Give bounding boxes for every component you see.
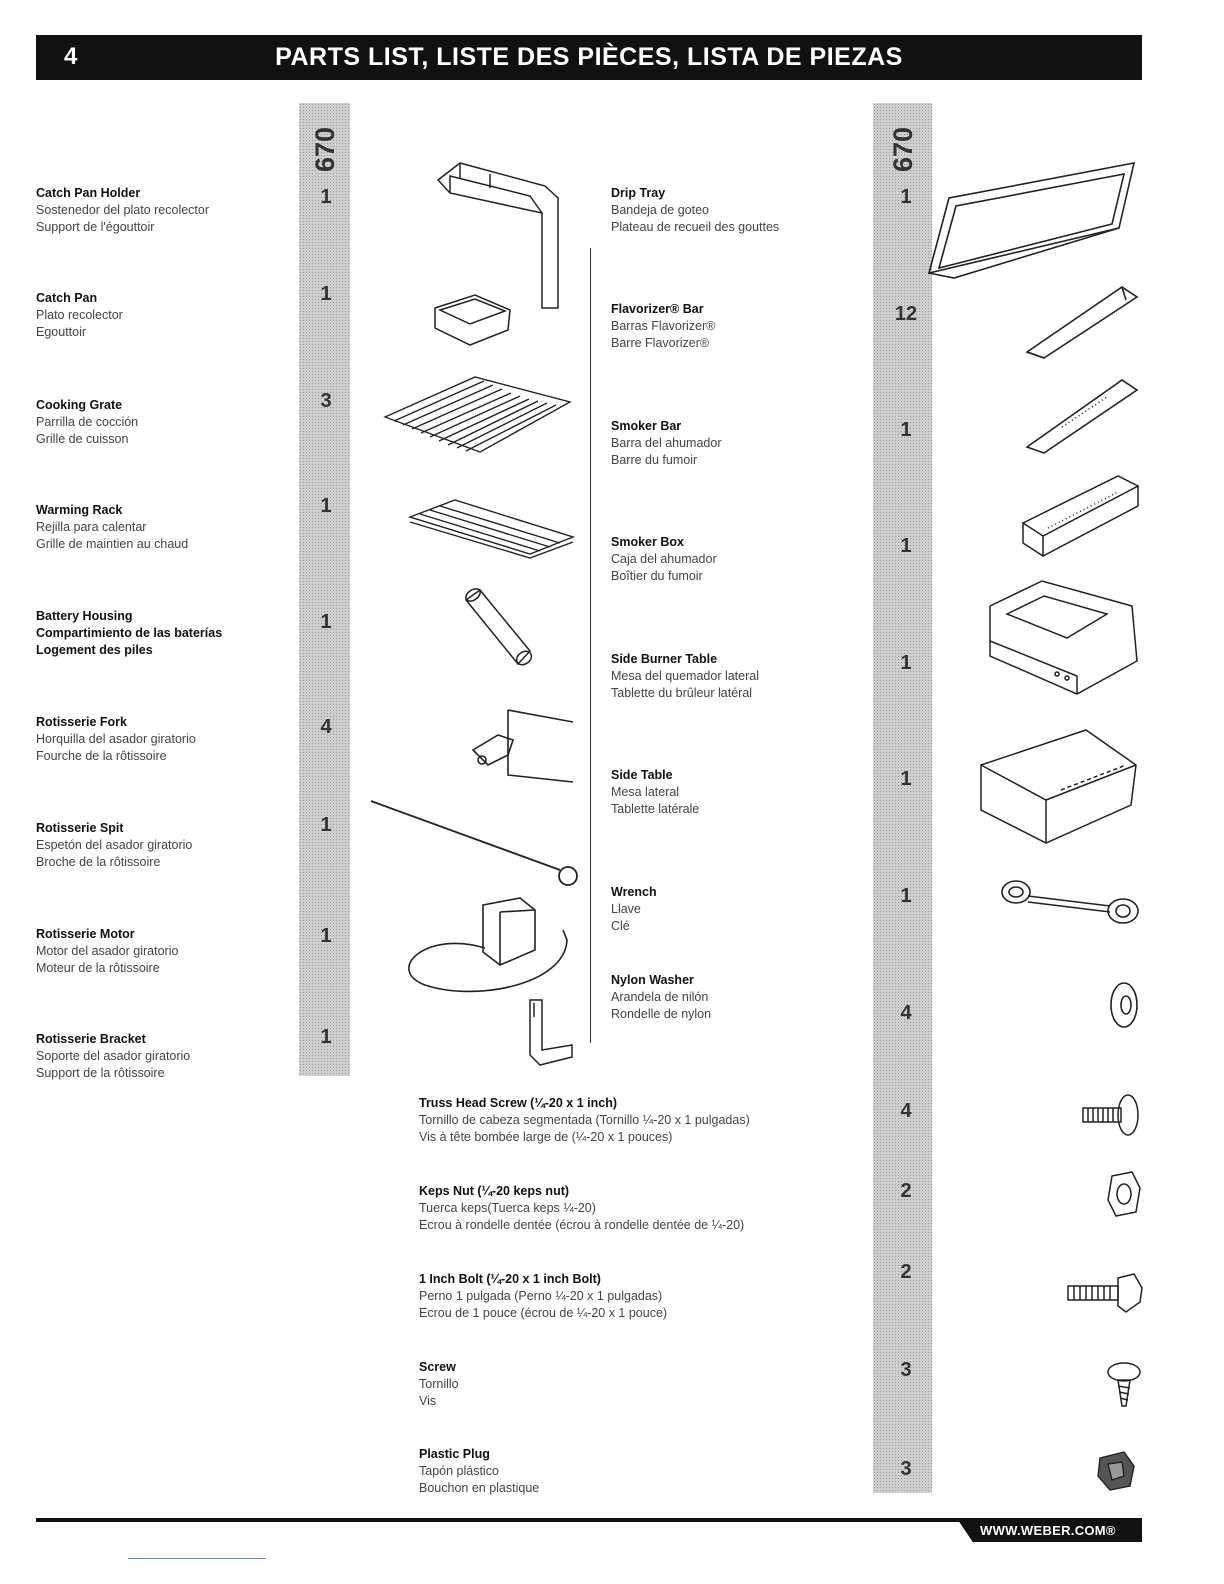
rotisserie-fork-icon [468,700,578,788]
part-side-table: Side Table Mesa lateral Tablette latérale [611,768,700,816]
rotisserie-motor-icon [395,890,580,1000]
part-rotisserie-motor: Rotisserie Motor Motor del asador giratorio Moteur de la rôtissoire [36,927,179,975]
qty-rotisserie-bracket: 1 [320,1026,332,1048]
part-1-inch-bolt: 1 Inch Bolt (¼-20 x 1 inch Bolt) Perno 1 pulgada (Perno ¼-20 x 1 pulgadas) Ecrou de 1 pouce (écrou de ¼-20 x 1 pouce) [419,1272,668,1320]
catch-pan-icon [430,290,515,350]
part-cooking-grate: Cooking Grate Parrilla de cocción Grille de cuisson [36,398,139,446]
warming-rack-icon [405,492,577,562]
screw-icon [1104,1360,1144,1410]
qty-flavorizer-bar: 12 [894,303,918,325]
part-catch-pan: Catch Pan Plato recolector Egouttoir [36,291,123,339]
footer-website: WWW.WEBER.COM® [980,1523,1116,1538]
qty-truss-head-screw: 4 [900,1100,912,1122]
qty-catch-pan: 1 [320,283,332,305]
plastic-plug-icon [1094,1448,1140,1494]
part-side-burner-table: Side Burner Table Mesa del quemador lateral Tablette du brûleur latéral [611,652,759,700]
keps-nut-icon [1104,1168,1144,1220]
rotisserie-bracket-icon [522,995,582,1070]
qty-drip-tray: 1 [900,186,912,208]
page-number: 4 [64,43,78,70]
battery-housing-icon [458,586,538,671]
cooking-grate-icon [380,372,575,462]
part-screw: Screw Tornillo Vis [419,1360,459,1408]
part-smoker-bar: Smoker Bar Barra del ahumador Barre du fumoir [611,419,722,467]
qty-battery-housing: 1 [320,611,332,633]
qty-side-burner-table: 1 [900,652,912,674]
qty-plastic-plug: 3 [900,1458,912,1480]
qty-screw: 3 [900,1359,912,1381]
qty-catch-pan-holder: 1 [320,186,332,208]
rotisserie-spit-icon [368,798,583,890]
flavorizer-bar-icon [1022,282,1142,362]
footer-link-underline [128,1558,266,1559]
qty-rotisserie-spit: 1 [320,814,332,836]
truss-head-screw-icon [1078,1092,1142,1138]
part-battery-housing: Battery Housing Compartimiento de las baterías Logement des piles [36,609,223,657]
qty-cooking-grate: 3 [320,390,332,412]
part-rotisserie-bracket: Rotisserie Bracket Soporte del asador giratorio Support de la rôtissoire [36,1032,191,1080]
part-rotisserie-spit: Rotisserie Spit Espetón del asador giratorio Broche de la rôtissoire [36,821,193,869]
page-header [36,35,1142,80]
part-smoker-box: Smoker Box Caja del ahumador Boîtier du fumoir [611,535,717,583]
left-model-label: 670 [310,126,341,173]
qty-smoker-box: 1 [900,535,912,557]
qty-smoker-bar: 1 [900,419,912,441]
qty-wrench: 1 [900,885,912,907]
part-drip-tray: Drip Tray Bandeja de goteo Plateau de recueil des gouttes [611,186,780,234]
qty-1-inch-bolt: 2 [900,1261,912,1283]
qty-side-table: 1 [900,768,912,790]
part-warming-rack: Warming Rack Rejilla para calentar Grille de maintien au chaud [36,503,189,551]
side-table-icon [976,725,1142,850]
part-wrench: Wrench Llave Clé [611,885,657,933]
1-inch-bolt-icon [1064,1270,1144,1316]
nylon-washer-icon [1108,980,1140,1030]
wrench-icon [998,878,1142,928]
smoker-box-icon [1018,468,1142,560]
part-catch-pan-holder: Catch Pan Holder Sostenedor del plato recolector Support de l'égouttoir [36,186,210,234]
qty-rotisserie-motor: 1 [320,925,332,947]
qty-warming-rack: 1 [320,495,332,517]
side-burner-table-icon [982,576,1142,701]
part-keps-nut: Keps Nut (¼-20 keps nut) Tuerca keps(Tuerca keps ¼-20) Ecrou à rondelle dentée (écrou à rondelle dentée de ¼-20) [419,1184,745,1232]
qty-nylon-washer: 4 [900,1002,912,1024]
right-model-label: 670 [888,126,919,173]
part-flavorizer-bar: Flavorizer® Bar Barras Flavorizer® Barre Flavorizer® [611,302,716,350]
page-title: PARTS LIST, LISTE DES PIÈCES, LISTA DE PIEZAS [275,43,903,71]
part-rotisserie-fork: Rotisserie Fork Horquilla del asador giratorio Fourche de la rôtissoire [36,715,196,763]
smoker-bar-icon [1022,375,1142,457]
part-truss-head-screw: Truss Head Screw (¼-20 x 1 inch) Tornillo de cabeza segmentada (Tornillo ¼-20 x 1 pulgadas) Vis à tête bombée large de (¼-20 x 1 pouces) [419,1096,750,1144]
part-plastic-plug: Plastic Plug Tapón plástico Bouchon en plastique [419,1447,540,1495]
qty-rotisserie-fork: 4 [320,716,332,738]
qty-keps-nut: 2 [900,1180,912,1202]
drip-tray-icon [924,158,1142,286]
column-divider [590,248,591,1043]
part-nylon-washer: Nylon Washer Arandela de nilón Rondelle de nylon [611,973,712,1021]
